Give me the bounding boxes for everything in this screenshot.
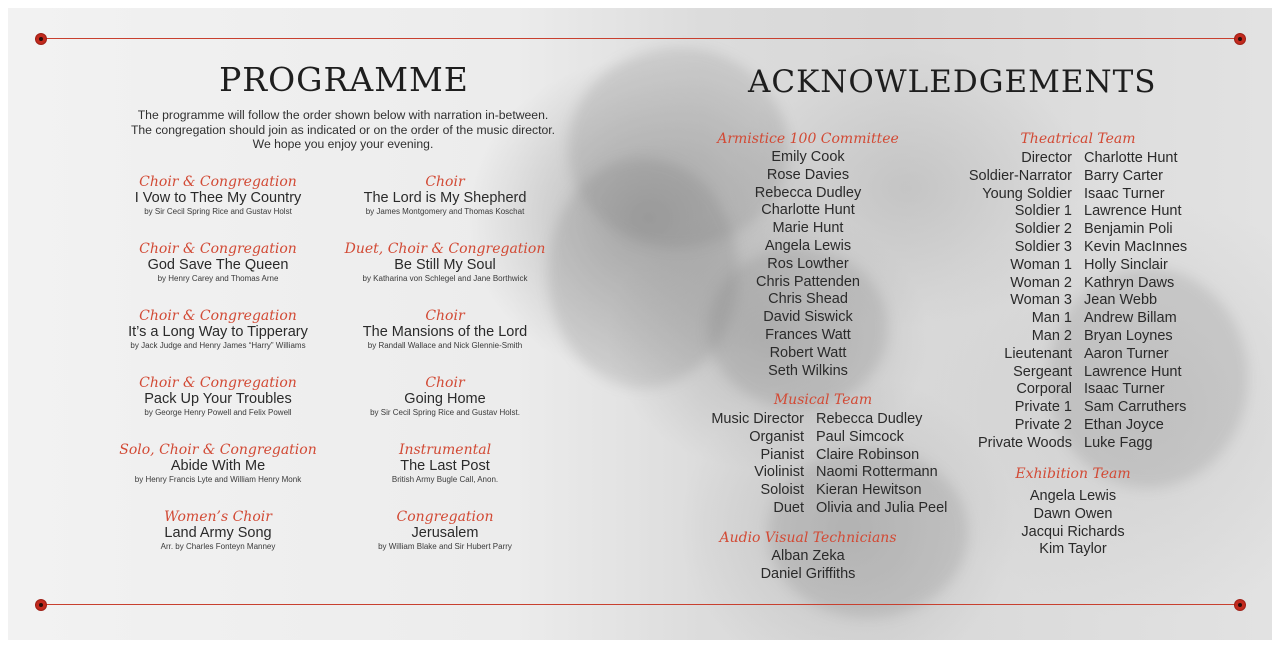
person-name: Barry Carter (1084, 167, 1163, 184)
piece-credit: by Jack Judge and Henry James “Harry” Williams (130, 341, 306, 350)
person-name: Robert Watt (769, 344, 847, 361)
person-name: Chris Pattenden (756, 273, 860, 290)
piece-title: Be Still My Soul (394, 257, 496, 273)
person-name: Jean Webb (1084, 292, 1158, 309)
credit-row (958, 257, 1208, 275)
credit-row (958, 150, 1208, 168)
role-label: Violinist (754, 464, 804, 481)
programme-sheet (8, 8, 1272, 640)
piece-credit: by James Montgomery and Thomas Koschat (365, 207, 525, 216)
performer-label: Duet, Choir & Congregation (344, 241, 546, 257)
theatrical-team-list (958, 150, 1208, 453)
person-name: Ros Lowther (767, 255, 849, 272)
role-label: Soloist (760, 482, 804, 499)
piece-title: Abide With Me (170, 458, 266, 474)
committee-block (708, 129, 908, 380)
credit-row (958, 186, 1208, 204)
poppy-icon (36, 600, 46, 610)
role-label: Soldier 1 (1014, 203, 1072, 220)
programme-item (88, 174, 348, 217)
piece-credit: by Henry Carey and Thomas Arne (157, 274, 279, 283)
person-name: Kathryn Daws (1084, 274, 1175, 291)
role-label: Woman 2 (1010, 274, 1072, 291)
role-label: Duet (773, 499, 804, 516)
person-name: Seth Wilkins (768, 362, 848, 379)
performer-label: Choir & Congregation (139, 375, 297, 391)
av-team-list (708, 548, 908, 584)
person-name: Benjamin Poli (1084, 221, 1173, 238)
piece-title: The Last Post (400, 458, 490, 474)
credit-row (958, 399, 1208, 417)
person-name: Claire Robinson (816, 446, 920, 463)
role-label: Pianist (760, 446, 804, 463)
role-label: Corporal (1016, 381, 1072, 398)
role-label: Director (1021, 150, 1072, 166)
person-name: Holly Sinclair (1084, 256, 1168, 273)
piece-credit: by Henry Francis Lyte and William Henry Monk (134, 475, 302, 484)
piece-credit: by Sir Cecil Spring Rice and Gustav Holst (144, 207, 292, 216)
person-name: Angela Lewis (1029, 488, 1117, 504)
credit-row (698, 429, 960, 447)
performer-label: Women’s Choir (164, 509, 272, 525)
programme-item (88, 375, 348, 418)
role-label: Young Soldier (982, 185, 1072, 202)
exhibition-team-title: Exhibition Team (1015, 466, 1131, 482)
credit-row (958, 203, 1208, 221)
person-name: Paul Simcock (816, 428, 904, 445)
credit-row (698, 447, 960, 465)
person-name: David Siswick (763, 309, 853, 326)
credit-row (958, 221, 1208, 239)
role-label: Soldier-Narrator (968, 167, 1072, 184)
piece-credit: by George Henry Powell and Felix Powell (144, 408, 292, 417)
person-name: Naomi Rottermann (816, 464, 938, 481)
role-label: Woman 3 (1010, 292, 1072, 309)
committee-title: Armistice 100 Committee (717, 131, 899, 147)
piece-title: Pack Up Your Troubles (144, 391, 292, 407)
programme-item (315, 174, 575, 217)
person-name: Alban Zeka (771, 548, 845, 564)
person-name: Charlotte Hunt (761, 202, 855, 219)
programme-item (315, 375, 575, 418)
person-name: Charlotte Hunt (1084, 150, 1178, 166)
person-name: Olivia and Julia Peel (816, 499, 948, 516)
person-name: Dawn Owen (1033, 505, 1113, 522)
programme-intro (108, 108, 578, 152)
role-label: Private Woods (977, 434, 1072, 451)
credit-row (958, 292, 1208, 310)
performer-label: Choir (425, 174, 465, 190)
person-name: Jacqui Richards (1021, 523, 1125, 540)
performer-label: Instrumental (398, 442, 492, 458)
person-name: Rose Davies (766, 166, 850, 183)
programme-item (315, 509, 575, 552)
programme-heading: PROGRAMME (219, 60, 469, 99)
role-label: Man 2 (1031, 327, 1072, 344)
bottom-rule (42, 604, 1238, 605)
credit-row (698, 500, 960, 518)
performer-label: Choir & Congregation (139, 241, 297, 257)
credit-row (958, 328, 1208, 346)
programme-item (315, 442, 575, 485)
musical-team-list (698, 411, 960, 518)
role-label: Lieutenant (1004, 345, 1072, 362)
poppy-icon (36, 34, 46, 44)
person-name: Isaac Turner (1084, 185, 1165, 202)
person-name: Angela Lewis (764, 237, 852, 254)
av-team-title: Audio Visual Technicians (719, 530, 897, 546)
poppy-icon (1235, 600, 1245, 610)
role-label: Woman 1 (1010, 256, 1072, 273)
piece-credit: British Army Bugle Call, Anon. (391, 475, 499, 484)
programme-item (88, 509, 348, 552)
person-name: Emily Cook (771, 149, 845, 165)
role-label: Private 2 (1014, 416, 1072, 433)
person-name: Kieran Hewitson (816, 482, 922, 499)
programme-item (88, 241, 348, 284)
role-label: Man 1 (1031, 310, 1072, 327)
piece-title: Land Army Song (164, 525, 272, 541)
performer-label: Congregation (396, 509, 494, 525)
person-name: Isaac Turner (1084, 381, 1165, 398)
person-name: Luke Fagg (1084, 434, 1153, 451)
piece-credit: by William Blake and Sir Hubert Parry (378, 542, 512, 551)
piece-title: Going Home (404, 391, 486, 407)
theatrical-team-block (998, 129, 1158, 149)
person-name: Sam Carruthers (1084, 399, 1187, 416)
credit-row (958, 168, 1208, 186)
person-name: Kevin MacInnes (1084, 238, 1188, 255)
musical-team-title: Musical Team (773, 392, 873, 408)
credit-row (958, 239, 1208, 257)
piece-credit: Arr. by Charles Fonteyn Manney (160, 542, 276, 551)
person-name: Kim Taylor (1039, 541, 1107, 558)
credit-row (958, 346, 1208, 364)
programme-item (315, 308, 575, 351)
role-label: Sergeant (1013, 363, 1072, 380)
poppy-icon (1235, 34, 1245, 44)
committee-list (708, 149, 908, 380)
exhibition-team-list (998, 488, 1148, 559)
credit-row (958, 381, 1208, 399)
person-name: Andrew Billam (1084, 310, 1177, 327)
piece-credit: by Katharina von Schlegel and Jane Borthwick (362, 274, 528, 283)
piece-title: I Vow to Thee My Country (134, 190, 302, 206)
credit-row (698, 411, 960, 429)
exhibition-team-block (998, 464, 1148, 559)
piece-title: The Lord is My Shepherd (363, 190, 527, 206)
performer-label: Choir (425, 308, 465, 324)
performer-label: Choir (425, 375, 465, 391)
role-label: Soldier 3 (1014, 238, 1072, 255)
credit-row (958, 310, 1208, 328)
intro-line: We hope you enjoy your evening. (252, 137, 434, 151)
top-rule (42, 38, 1238, 39)
role-label: Soldier 2 (1014, 221, 1072, 238)
role-label: Private 1 (1014, 399, 1072, 416)
piece-title: The Mansions of the Lord (362, 324, 528, 340)
intro-line: The programme will follow the order shown below with narration in-between. (137, 108, 549, 122)
person-name: Bryan Loynes (1084, 327, 1173, 344)
credit-row (958, 364, 1208, 382)
credit-row (958, 275, 1208, 293)
person-name: Chris Shead (768, 291, 848, 308)
av-team-block (708, 528, 908, 584)
programme-item (88, 308, 348, 351)
performer-label: Choir & Congregation (139, 174, 297, 190)
role-label: Music Director (711, 411, 804, 427)
person-name: Ethan Joyce (1084, 416, 1164, 433)
musical-team-block (698, 390, 948, 410)
person-name: Lawrence Hunt (1084, 363, 1182, 380)
piece-credit: by Sir Cecil Spring Rice and Gustav Holst. (370, 408, 520, 417)
piece-title: God Save The Queen (147, 257, 289, 273)
person-name: Rebecca Dudley (816, 411, 923, 427)
person-name: Lawrence Hunt (1084, 203, 1182, 220)
performer-label: Choir & Congregation (139, 308, 297, 324)
performer-label: Solo, Choir & Congregation (119, 442, 317, 458)
programme-item (315, 241, 575, 284)
credit-row (958, 435, 1208, 453)
person-name: Rebecca Dudley (754, 184, 862, 201)
acknowledgements-heading: ACKNOWLEDGEMENTS (748, 64, 1157, 100)
credit-row (958, 417, 1208, 435)
person-name: Marie Hunt (772, 220, 844, 237)
role-label: Organist (749, 428, 804, 445)
person-name: Daniel Griffiths (760, 565, 856, 582)
person-name: Aaron Turner (1084, 345, 1169, 362)
piece-credit: by Randall Wallace and Nick Glennie-Smith (367, 341, 523, 350)
credit-row (698, 464, 960, 482)
intro-line: The congregation should join as indicated or on the order of the music director. (130, 122, 556, 137)
theatrical-team-title: Theatrical Team (1020, 131, 1136, 147)
piece-title: It’s a Long Way to Tipperary (128, 324, 308, 340)
credit-row (698, 482, 960, 500)
person-name: Frances Watt (765, 326, 851, 343)
programme-item (88, 442, 348, 485)
piece-title: Jerusalem (411, 525, 479, 541)
